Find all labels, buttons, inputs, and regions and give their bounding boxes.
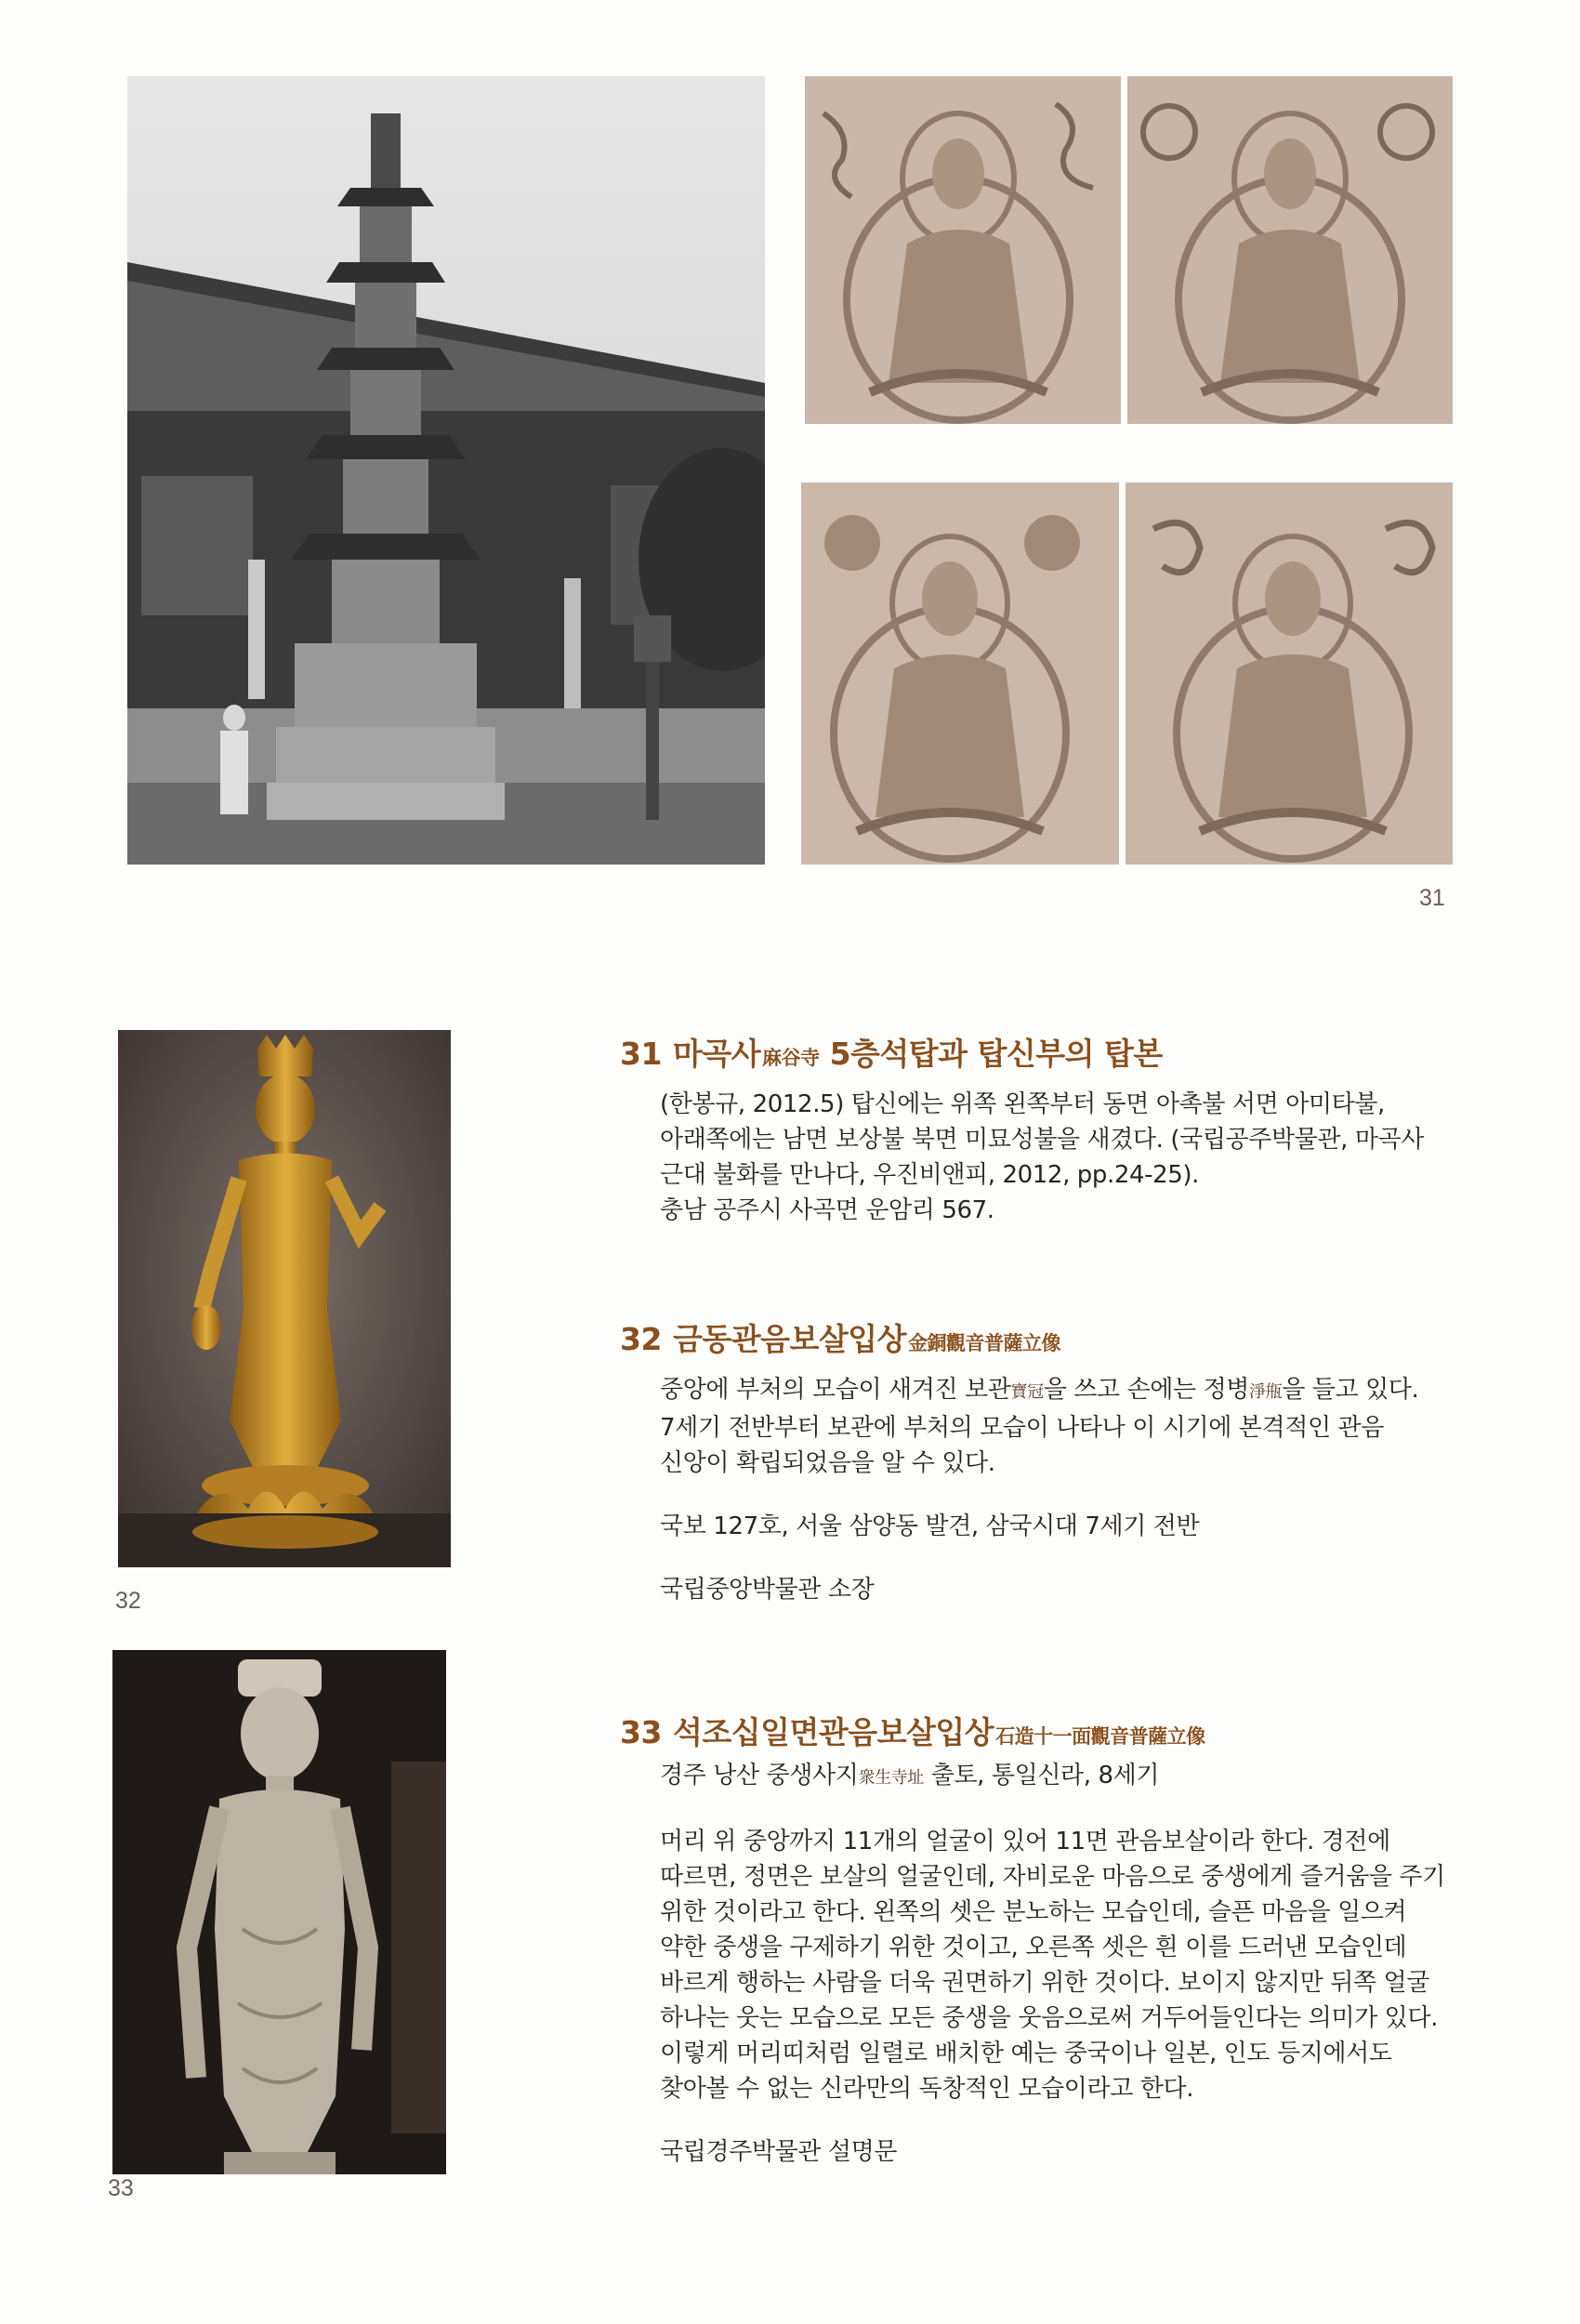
origin-part: 경주 낭산 중생사지 [660,1762,859,1789]
caption-title [620,1315,1456,1359]
caption-title-main: 금동관음보살입상 [672,1321,906,1357]
caption-32 [620,1315,1456,1607]
gilt-bronze-bodhisattva-photo [118,1030,451,1567]
figure-number-31: 31 [1419,885,1445,911]
rubbing-south-panel [801,482,1119,865]
caption-description: 머리 위 중앙까지 11개의 얼굴이 있어 11면 관음보살이라 한다. 경전에 따르면, 정면은 보살의 얼굴인데, 자비로운 마음으로 중생에게 즐거움을 주기 위한 것이라고 한다. 왼쪽의 셋은 분노하는 모습인데, 슬픈 마음을 일으켜 약한 중생을 구제하기 위한 것이고, 오른쪽 셋은 흰 이를 드러낸 모습인데 바르게 행하는 사람을 더욱 권면하기 위한 것이다. 보이지 않지만 뒤쪽 얼굴 하나는 웃는 모습으로 모든 중생을 웃음으로써 거두어들인다는 의미가 있다. 이렇게 머리띠처럼 일렬로 배치한 예는 중국이나 일본, 인도 등지에서도 찾아볼 수 없는 신라만의 독창적인 모습이라고 한다. [660,1828,1445,2103]
caption-31 [620,1030,1456,1228]
caption-title-main: 석조십일면관음보살입상 [672,1714,994,1750]
pagoda-photo [127,76,765,865]
caption-description [660,1372,1456,1481]
caption-title-rest: 5층석탑과 탑신부의 탑본 [819,1036,1163,1072]
figure-number-33: 33 [108,2175,134,2201]
caption-title [620,1709,1456,1752]
origin-part: 출토, 통일신라, 8세기 [923,1762,1160,1789]
caption-title-main: 마곡사 [672,1036,761,1072]
caption-origin [660,1758,1456,1796]
caption-title [620,1030,1456,1074]
stone-eleven-faced-bodhisattva-photo [112,1650,446,2174]
rubbing-north-panel [1126,482,1453,865]
caption-location: 충남 공주시 사곡면 운암리 567. [660,1196,994,1224]
desc-hanja: 寶冠 [1010,1382,1044,1402]
caption-title-hanja: 金銅觀音普薩立像 [907,1332,1060,1354]
caption-33 [620,1709,1456,2170]
caption-number: 31 [620,1036,662,1072]
desc-part: 을 들고 있다. 7세기 전반부터 보관에 부처의 모습이 나타나 이 시기에 본격적인 관음 신앙이 확립되었음을 알 수 있다. [660,1376,1419,1477]
desc-hanja: 淨甁 [1249,1382,1283,1402]
desc-part: 중앙에 부처의 모습이 새겨진 보관 [660,1376,1011,1404]
caption-description: (한봉규, 2012.5) 탑신에는 위쪽 왼쪽부터 동면 아촉불 서면 아미타불, 아래쪽에는 남면 보상불 북면 미묘성불을 새겼다. (국립공주박물관, 마곡사 근대 불화를 만나다, 우진비앤피, 2012, pp.24-25). [660,1090,1425,1189]
caption-title-hanja: 石造十一面觀音普薩立像 [995,1725,1205,1748]
rubbing-west-panel [1127,76,1453,424]
caption-number: 33 [620,1714,662,1750]
caption-number: 32 [620,1321,662,1357]
figure-number-32: 32 [115,1588,141,1614]
caption-source: 국립경주박물관 설명문 [660,2138,898,2166]
origin-hanja: 衆生寺址 [858,1768,924,1788]
desc-part: 을 쓰고 손에는 정병 [1043,1376,1250,1404]
caption-title-hanja: 麻谷寺 [762,1047,820,1069]
caption-info: 국보 127호, 서울 삼양동 발견, 삼국시대 7세기 전반 [660,1512,1200,1540]
rubbing-east-panel [805,76,1121,424]
caption-owner: 국립중앙박물관 소장 [660,1576,875,1604]
